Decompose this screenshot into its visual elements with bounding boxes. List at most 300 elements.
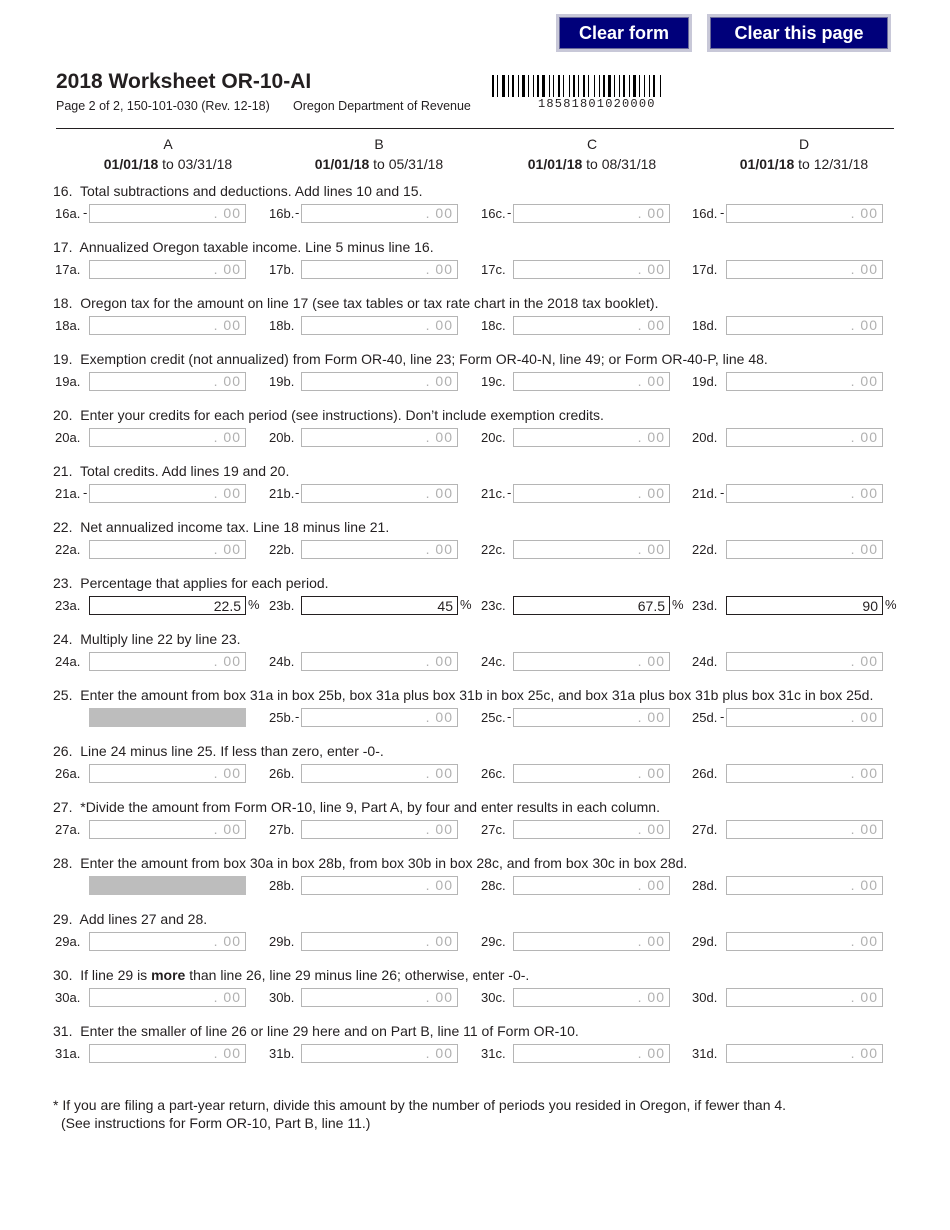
barcode-bar (660, 75, 661, 97)
field-label: 22c. (481, 542, 506, 557)
line-number: 31. (53, 1023, 73, 1039)
barcode-number: 18581801020000 (538, 97, 656, 111)
line-text: Multiply line 22 by line 23. (80, 631, 241, 647)
field-label: 19a. (55, 374, 81, 389)
field-label: 18a. (55, 318, 81, 333)
line-27-description (53, 799, 660, 815)
percent-value: 45 (437, 598, 453, 614)
amount-input[interactable] (301, 540, 458, 559)
field-label: 17a. (55, 262, 81, 277)
cents-placeholder: . 00 (850, 877, 878, 893)
field-label: 28b. (269, 878, 295, 893)
field-label: 31d. (692, 1046, 718, 1061)
barcode-bar (508, 75, 509, 97)
amount-input[interactable] (726, 428, 883, 447)
amount-input[interactable] (513, 820, 670, 839)
cents-placeholder: . 00 (213, 821, 241, 837)
cents-placeholder: . 00 (213, 485, 241, 501)
cents-placeholder: . 00 (213, 317, 241, 333)
barcode-bar (629, 75, 630, 97)
amount-input[interactable] (513, 652, 670, 671)
column-letter: B (374, 136, 384, 152)
barcode-bar (633, 75, 636, 97)
field-label: 20c. (481, 430, 506, 445)
cents-placeholder: . 00 (637, 877, 665, 893)
barcode-bar (533, 75, 534, 97)
cents-placeholder: . 00 (850, 933, 878, 949)
amount-input[interactable] (89, 372, 246, 391)
cents-placeholder: . 00 (850, 989, 878, 1005)
line-number: 16. (53, 183, 73, 199)
line-text: Enter the amount from box 30a in box 28b, from box 30b in box 28c, and from box 30c in box 28d. (80, 855, 688, 871)
footnote-line-1: * If you are filing a part-year return, divide this amount by the number of periods you resided in Oregon, if fewer than 4. (53, 1097, 787, 1113)
field-label: 28c. (481, 878, 506, 893)
field-label: 17d. (692, 262, 718, 277)
cents-placeholder: . 00 (425, 877, 453, 893)
cents-placeholder: . 00 (850, 765, 878, 781)
amount-input[interactable] (726, 652, 883, 671)
line-18-description (53, 295, 658, 311)
cents-placeholder: . 00 (850, 541, 878, 557)
line-text: *Divide the amount from Form OR-10, line 9, Part A, by four and enter results in each column. (80, 799, 660, 815)
field-label: 17b. (269, 262, 295, 277)
line-19-description (53, 351, 768, 367)
barcode-bar (583, 75, 585, 97)
barcode-bar (563, 75, 564, 97)
amount-input[interactable] (513, 540, 670, 559)
line-number: 27. (53, 799, 73, 815)
barcode-bar (623, 75, 625, 97)
field-label: 21a. (55, 486, 81, 501)
line-28-description (53, 855, 687, 871)
line-number: 26. (53, 743, 73, 759)
amount-input[interactable] (89, 260, 246, 279)
line-21-description (53, 463, 289, 479)
amount-input[interactable] (301, 764, 458, 783)
cents-placeholder: . 00 (213, 1045, 241, 1061)
column-start-date: 01/01/18 (527, 156, 583, 172)
column-end-date: to 05/31/18 (373, 156, 444, 172)
line-number: 25. (53, 687, 73, 703)
line-20-description (53, 407, 604, 423)
field-label: 22b. (269, 542, 295, 557)
line-text: Net annualized income tax. Line 18 minus line 21. (80, 519, 390, 535)
cents-placeholder: . 00 (425, 821, 453, 837)
cents-placeholder: . 00 (425, 261, 453, 277)
minus-sign: - (720, 709, 725, 724)
amount-input[interactable] (89, 316, 246, 335)
cents-placeholder: . 00 (425, 709, 453, 725)
field-label: 25c. (481, 710, 506, 725)
cents-placeholder: . 00 (213, 653, 241, 669)
field-label: 20a. (55, 430, 81, 445)
field-label: 30c. (481, 990, 506, 1005)
barcode-bar (573, 75, 575, 97)
amount-input[interactable] (301, 652, 458, 671)
barcode-bar (644, 75, 645, 97)
field-label: 16a. (55, 206, 81, 221)
line-number: 17. (53, 239, 73, 255)
cents-placeholder: . 00 (213, 373, 241, 389)
barcode-bar (492, 75, 494, 97)
field-label: 16b. (269, 206, 295, 221)
line-text: If line 29 is (80, 967, 152, 983)
barcode-bar (497, 75, 498, 97)
cents-placeholder: . 00 (425, 373, 453, 389)
barcode-bar (518, 75, 519, 97)
field-label: 24d. (692, 654, 718, 669)
amount-input[interactable] (301, 316, 458, 335)
cents-placeholder: . 00 (213, 765, 241, 781)
line-number: 20. (53, 407, 73, 423)
amount-input[interactable] (513, 260, 670, 279)
line-text: than line 26, line 29 minus line 26; otherwise, enter -0-. (185, 967, 530, 983)
barcode-bar (558, 75, 560, 97)
minus-sign: - (720, 205, 725, 220)
amount-input[interactable] (301, 708, 458, 727)
amount-input[interactable] (301, 428, 458, 447)
shaded-box (89, 708, 246, 727)
field-label: 18d. (692, 318, 718, 333)
amount-input[interactable] (513, 204, 670, 223)
field-label: 24b. (269, 654, 295, 669)
cents-placeholder: . 00 (425, 429, 453, 445)
line-text: Line 24 minus line 25. If less than zero, enter -0-. (80, 743, 384, 759)
percent-sign: % (460, 597, 472, 612)
cents-placeholder: . 00 (637, 205, 665, 221)
column-start-date: 01/01/18 (314, 156, 370, 172)
field-label: 31a. (55, 1046, 81, 1061)
line-text: Total subtractions and deductions. Add lines 10 and 15. (80, 183, 423, 199)
line-23-description (53, 575, 329, 591)
barcode-bar (639, 75, 640, 97)
barcode-bar (588, 75, 589, 97)
barcode-bar (569, 75, 570, 97)
amount-input[interactable] (301, 988, 458, 1007)
clear-page-button[interactable]: Clear this page (707, 14, 891, 52)
header-divider (56, 128, 894, 129)
percent-value: 22.5 (213, 598, 241, 614)
percent-input[interactable] (726, 596, 883, 615)
amount-input[interactable] (513, 428, 670, 447)
field-label: 16c. (481, 206, 506, 221)
field-label: 23a. (55, 598, 81, 613)
amount-input[interactable] (301, 260, 458, 279)
minus-sign: - (295, 709, 300, 724)
barcode-bar (619, 75, 620, 97)
form-subtitle: Page 2 of 2, 150-101-030 (Rev. 12-18) (56, 99, 270, 113)
amount-input[interactable] (89, 1044, 246, 1063)
line-30-description (53, 967, 529, 983)
column-header-a (48, 134, 288, 174)
line-24-description (53, 631, 241, 647)
line-number: 23. (53, 575, 73, 591)
minus-sign: - (295, 205, 300, 220)
amount-input[interactable] (726, 484, 883, 503)
cents-placeholder: . 00 (637, 485, 665, 501)
barcode-bar (549, 75, 550, 97)
column-letter: A (163, 136, 173, 152)
line-number: 29. (53, 911, 73, 927)
barcode-bar (594, 75, 595, 97)
field-label: 23c. (481, 598, 506, 613)
percent-input[interactable] (89, 596, 246, 615)
cents-placeholder: . 00 (850, 261, 878, 277)
amount-input[interactable] (89, 820, 246, 839)
line-17-description (53, 239, 434, 255)
field-label: 26c. (481, 766, 506, 781)
barcode-bar (599, 75, 600, 97)
amount-input[interactable] (89, 988, 246, 1007)
cents-placeholder: . 00 (850, 821, 878, 837)
minus-sign: - (507, 709, 512, 724)
line-25-description (53, 687, 873, 703)
cents-placeholder: . 00 (850, 1045, 878, 1061)
amount-input[interactable] (726, 932, 883, 951)
amount-input[interactable] (89, 540, 246, 559)
barcode-bar (653, 75, 655, 97)
amount-input[interactable] (301, 1044, 458, 1063)
line-22-description (53, 519, 389, 535)
line-number: 30. (53, 967, 73, 983)
amount-input[interactable] (301, 932, 458, 951)
barcode-bar (512, 75, 514, 97)
minus-sign: - (83, 205, 88, 220)
field-label: 21d. (692, 486, 718, 501)
cents-placeholder: . 00 (637, 933, 665, 949)
field-label: 21b. (269, 486, 295, 501)
field-label: 26a. (55, 766, 81, 781)
amount-input[interactable] (89, 428, 246, 447)
percent-sign: % (672, 597, 684, 612)
cents-placeholder: . 00 (425, 653, 453, 669)
amount-input[interactable] (89, 764, 246, 783)
field-label: 29d. (692, 934, 718, 949)
field-label: 18b. (269, 318, 295, 333)
amount-input[interactable] (301, 484, 458, 503)
cents-placeholder: . 00 (850, 485, 878, 501)
amount-input[interactable] (726, 708, 883, 727)
cents-placeholder: . 00 (850, 709, 878, 725)
barcode-bar (649, 75, 650, 97)
amount-input[interactable] (513, 1044, 670, 1063)
barcode-bar (603, 75, 605, 97)
cents-placeholder: . 00 (425, 205, 453, 221)
amount-input[interactable] (726, 204, 883, 223)
amount-input[interactable] (301, 372, 458, 391)
field-label: 27d. (692, 822, 718, 837)
field-label: 29b. (269, 934, 295, 949)
cents-placeholder: . 00 (425, 541, 453, 557)
amount-input[interactable] (513, 988, 670, 1007)
line-number: 24. (53, 631, 73, 647)
line-number: 18. (53, 295, 73, 311)
line-text: Enter the amount from box 31a in box 25b, box 31a plus box 31b in box 25c, and box 31a plus box 31b plus box 31c in box 25d. (80, 687, 874, 703)
cents-placeholder: . 00 (425, 317, 453, 333)
field-label: 27a. (55, 822, 81, 837)
amount-input[interactable] (513, 932, 670, 951)
line-number: 21. (53, 463, 73, 479)
column-header-d (684, 134, 924, 174)
field-label: 19d. (692, 374, 718, 389)
cents-placeholder: . 00 (637, 709, 665, 725)
cents-placeholder: . 00 (637, 1045, 665, 1061)
cents-placeholder: . 00 (213, 933, 241, 949)
footnote-line-2: (See instructions for Form OR-10, Part B, line 11.) (61, 1115, 371, 1131)
barcode-bar (608, 75, 611, 97)
percent-value: 67.5 (637, 598, 665, 614)
field-label: 30b. (269, 990, 295, 1005)
amount-input[interactable] (513, 372, 670, 391)
field-label: 30a. (55, 990, 81, 1005)
line-number: 22. (53, 519, 73, 535)
line-number: 28. (53, 855, 73, 871)
cents-placeholder: . 00 (850, 429, 878, 445)
field-label: 17c. (481, 262, 506, 277)
line-31-description (53, 1023, 579, 1039)
cents-placeholder: . 00 (637, 317, 665, 333)
column-header-b (259, 134, 499, 174)
amount-input[interactable] (301, 876, 458, 895)
cents-placeholder: . 00 (213, 261, 241, 277)
department-name: Oregon Department of Revenue (293, 99, 471, 113)
amount-input[interactable] (513, 764, 670, 783)
field-label: 23b. (269, 598, 295, 613)
percent-value: 90 (862, 598, 878, 614)
amount-input[interactable] (513, 708, 670, 727)
cents-placeholder: . 00 (637, 989, 665, 1005)
line-text: Exemption credit (not annualized) from Form OR-40, line 23; Form OR-40-N, line 49; or Form OR-40-P, line 48. (80, 351, 768, 367)
line-text: Total credits. Add lines 19 and 20. (80, 463, 290, 479)
field-label: 22d. (692, 542, 718, 557)
line-text: Annualized Oregon taxable income. Line 5 minus line 16. (79, 239, 434, 255)
cents-placeholder: . 00 (213, 989, 241, 1005)
column-end-date: to 03/31/18 (162, 156, 233, 172)
field-label: 20b. (269, 430, 295, 445)
amount-input[interactable] (301, 204, 458, 223)
minus-sign: - (83, 485, 88, 500)
amount-input[interactable] (726, 260, 883, 279)
column-header-c (472, 134, 712, 174)
field-label: 29a. (55, 934, 81, 949)
line-text-bold: more (151, 967, 186, 983)
field-label: 21c. (481, 486, 506, 501)
minus-sign: - (295, 485, 300, 500)
line-text: Enter your credits for each period (see instructions). Don’t include exemption credits. (80, 407, 604, 423)
field-label: 24a. (55, 654, 81, 669)
barcode-bar (578, 75, 579, 97)
line-text: Add lines 27 and 28. (79, 911, 208, 927)
cents-placeholder: . 00 (637, 541, 665, 557)
field-label: 27c. (481, 822, 506, 837)
cents-placeholder: . 00 (637, 429, 665, 445)
field-label: 25d. (692, 710, 718, 725)
line-16-description (53, 183, 422, 199)
cents-placeholder: . 00 (213, 205, 241, 221)
cents-placeholder: . 00 (425, 989, 453, 1005)
amount-input[interactable] (726, 764, 883, 783)
field-label: 20d. (692, 430, 718, 445)
barcode-bar (528, 75, 529, 97)
field-label: 22a. (55, 542, 81, 557)
field-label: 27b. (269, 822, 295, 837)
amount-input[interactable] (726, 876, 883, 895)
page-title: 2018 Worksheet OR-10-AI (56, 70, 312, 93)
cents-placeholder: . 00 (637, 653, 665, 669)
cents-placeholder: . 00 (637, 373, 665, 389)
amount-input[interactable] (89, 652, 246, 671)
cents-placeholder: . 00 (637, 765, 665, 781)
line-text: Enter the smaller of line 26 or line 29 here and on Part B, line 11 of Form OR-10. (80, 1023, 579, 1039)
percent-sign: % (248, 597, 260, 612)
column-start-date: 01/01/18 (103, 156, 159, 172)
line-29-description (53, 911, 207, 927)
line-number: 19. (53, 351, 73, 367)
barcode-bar (553, 75, 554, 97)
field-label: 28d. (692, 878, 718, 893)
barcode-bar (542, 75, 545, 97)
field-label: 25b. (269, 710, 295, 725)
field-label: 31c. (481, 1046, 506, 1061)
amount-input[interactable] (301, 820, 458, 839)
cents-placeholder: . 00 (637, 821, 665, 837)
field-label: 26b. (269, 766, 295, 781)
amount-input[interactable] (726, 1044, 883, 1063)
barcode-bar (614, 75, 615, 97)
barcode (492, 75, 704, 97)
amount-input[interactable] (726, 372, 883, 391)
amount-input[interactable] (513, 484, 670, 503)
cents-placeholder: . 00 (213, 429, 241, 445)
field-label: 29c. (481, 934, 506, 949)
line-text: Oregon tax for the amount on line 17 (see tax tables or tax rate chart in the 2018 tax booklet). (80, 295, 659, 311)
cents-placeholder: . 00 (213, 541, 241, 557)
field-label: 23d. (692, 598, 718, 613)
amount-input[interactable] (726, 540, 883, 559)
cents-placeholder: . 00 (850, 317, 878, 333)
minus-sign: - (507, 485, 512, 500)
minus-sign: - (507, 205, 512, 220)
amount-input[interactable] (513, 876, 670, 895)
cents-placeholder: . 00 (425, 933, 453, 949)
percent-sign: % (885, 597, 897, 612)
amount-input[interactable] (726, 820, 883, 839)
cents-placeholder: . 00 (850, 205, 878, 221)
column-letter: D (798, 136, 810, 152)
field-label: 16d. (692, 206, 718, 221)
field-label: 26d. (692, 766, 718, 781)
barcode-bar (522, 75, 525, 97)
shaded-box (89, 876, 246, 895)
field-label: 19c. (481, 374, 506, 389)
field-label: 30d. (692, 990, 718, 1005)
cents-placeholder: . 00 (637, 261, 665, 277)
amount-input[interactable] (726, 988, 883, 1007)
amount-input[interactable] (89, 484, 246, 503)
amount-input[interactable] (89, 932, 246, 951)
column-end-date: to 12/31/18 (798, 156, 869, 172)
amount-input[interactable] (513, 316, 670, 335)
barcode-bar (502, 75, 505, 97)
column-end-date: to 08/31/18 (586, 156, 657, 172)
percent-input[interactable] (513, 596, 670, 615)
amount-input[interactable] (89, 204, 246, 223)
cents-placeholder: . 00 (425, 765, 453, 781)
field-label: 18c. (481, 318, 506, 333)
percent-input[interactable] (301, 596, 458, 615)
clear-form-button[interactable]: Clear form (556, 14, 692, 52)
amount-input[interactable] (726, 316, 883, 335)
